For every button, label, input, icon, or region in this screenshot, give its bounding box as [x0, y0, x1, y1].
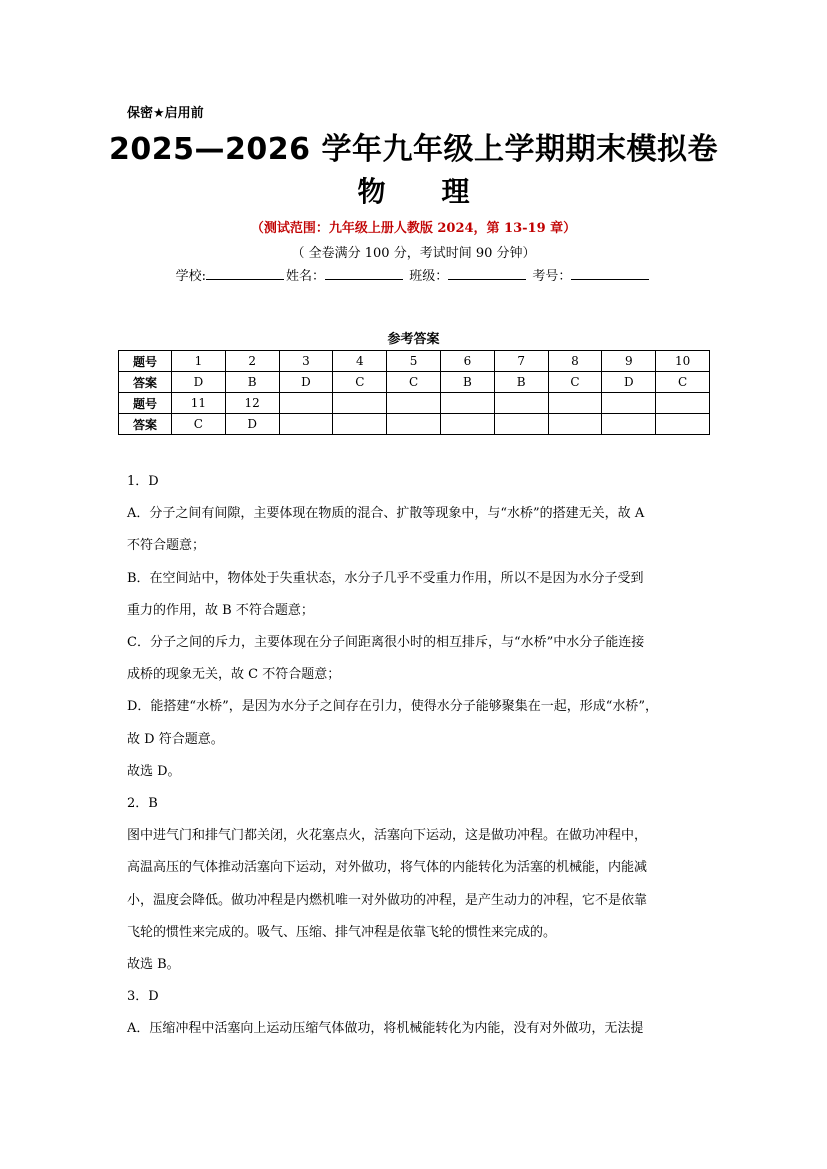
table-cell: 4 [333, 351, 387, 372]
text-line: 3．D [127, 989, 159, 1005]
text-line: 2．B [127, 796, 158, 812]
table-cell [440, 414, 494, 435]
table-cell [494, 414, 548, 435]
text-line: 故选 B。 [127, 957, 180, 973]
table-cell [602, 414, 656, 435]
table-cell: 1 [172, 351, 226, 372]
table-cell: 2 [225, 351, 279, 372]
table-cell: B [225, 372, 279, 393]
table-cell: 9 [602, 351, 656, 372]
table-row [119, 372, 710, 393]
text-line: 成桥的现象无关，故 C 不符合题意； [127, 667, 341, 683]
table-cell [440, 393, 494, 414]
subject-title: 物 理 [357, 175, 470, 208]
exam-no-label: 考号： [532, 269, 572, 284]
table-cell [279, 393, 333, 414]
table-cell [387, 414, 441, 435]
table-cell: C [656, 372, 710, 393]
table-cell [333, 393, 387, 414]
text-line: C．分子之间的斥力，主要体现在分子间距离很小时的相互排斥，与“水桥”中水分子能连接 [127, 635, 645, 651]
text-line: 不符合题意； [127, 538, 206, 554]
text-line: 飞轮的惯性来完成的。吸气、压缩、排气冲程是依靠飞轮的惯性来完成的。 [127, 924, 557, 940]
text-line: B．在空间站中，物体处于失重状态，水分子几乎不受重力作用，所以不是因为水分子受到 [127, 570, 644, 586]
class-label: 班级： [409, 269, 449, 284]
table-cell: C [333, 372, 387, 393]
student-info-fields [0, 265, 827, 284]
table-cell: D [602, 372, 656, 393]
test-range: （测试范围：九年级上册人教版 2024，第 13-19 章） [250, 221, 577, 236]
table-cell: 10 [656, 351, 710, 372]
name-label: 姓名： [286, 269, 326, 284]
table-cell [602, 393, 656, 414]
answer-key-title: 参考答案 [387, 332, 440, 347]
text-line: 重力的作用，故 B 不符合题意； [127, 602, 314, 618]
table-cell: 6 [440, 351, 494, 372]
text-line: 图中进气门和排气门都关闭，火花塞点火，活塞向下运动，这是做功冲程。在做功冲程中， [127, 828, 648, 844]
table-cell: D [172, 372, 226, 393]
table-cell [279, 414, 333, 435]
school-label: 学校: [175, 269, 207, 284]
text-line: 小，温度会降低。做功冲程是内燃机唯一对外做功的冲程，是产生动力的冲程，它不是依靠 [127, 892, 648, 908]
exam-no-blank[interactable] [571, 267, 649, 280]
school-blank[interactable] [206, 267, 284, 280]
question-number-header: 题号 [119, 351, 172, 372]
table-cell [494, 393, 548, 414]
text-line: A．压缩冲程中活塞向上运动压缩气体做功，将机械能转化为内能，没有对外做功，无法提 [127, 1021, 644, 1037]
question-number-header: 题号 [119, 393, 172, 414]
table-cell: C [548, 372, 602, 393]
answer-header: 答案 [119, 372, 172, 393]
table-cell [333, 414, 387, 435]
text-line: D．能搭建“水桥”，是因为水分子之间存在引力，使得水分子能够聚集在一起，形成“水桥”， [127, 699, 659, 715]
table-cell: D [225, 414, 279, 435]
text-line: 高温高压的气体推动活塞向下运动，对外做功，将气体的内能转化为活塞的机械能，内能减 [127, 860, 648, 876]
table-cell: 5 [387, 351, 441, 372]
table-cell: 3 [279, 351, 333, 372]
name-blank[interactable] [325, 267, 403, 280]
table-cell: C [387, 372, 441, 393]
table-cell [548, 393, 602, 414]
table-cell [656, 393, 710, 414]
table-cell: 11 [172, 393, 226, 414]
table-cell: B [440, 372, 494, 393]
text-line: 故 D 符合题意。 [127, 731, 224, 747]
table-cell: 12 [225, 393, 279, 414]
table-cell: 8 [548, 351, 602, 372]
table-row [119, 393, 710, 414]
table-cell [656, 414, 710, 435]
table-row [119, 414, 710, 435]
class-blank[interactable] [448, 267, 526, 280]
table-cell: C [172, 414, 226, 435]
text-line: 故选 D。 [127, 763, 181, 779]
text-line: 1．D [127, 474, 159, 489]
answer-table [118, 350, 710, 435]
score-time-info: （ 全卷满分 100 分，考试时间 90 分钟） [291, 246, 536, 261]
answer-header: 答案 [119, 414, 172, 435]
exam-title: 2025—2026 学年九年级上学期期末模拟卷 [109, 132, 718, 167]
confidential-label: 保密★启用前 [127, 106, 204, 121]
table-cell: 7 [494, 351, 548, 372]
table-row [119, 351, 710, 372]
table-cell [548, 414, 602, 435]
table-cell: B [494, 372, 548, 393]
table-cell [387, 393, 441, 414]
answer-explanations [127, 466, 707, 1046]
text-line: A．分子之间有间隙，主要体现在物质的混合、扩散等现象中，与“水桥”的搭建无关，故 A [127, 506, 645, 522]
table-cell: D [279, 372, 333, 393]
